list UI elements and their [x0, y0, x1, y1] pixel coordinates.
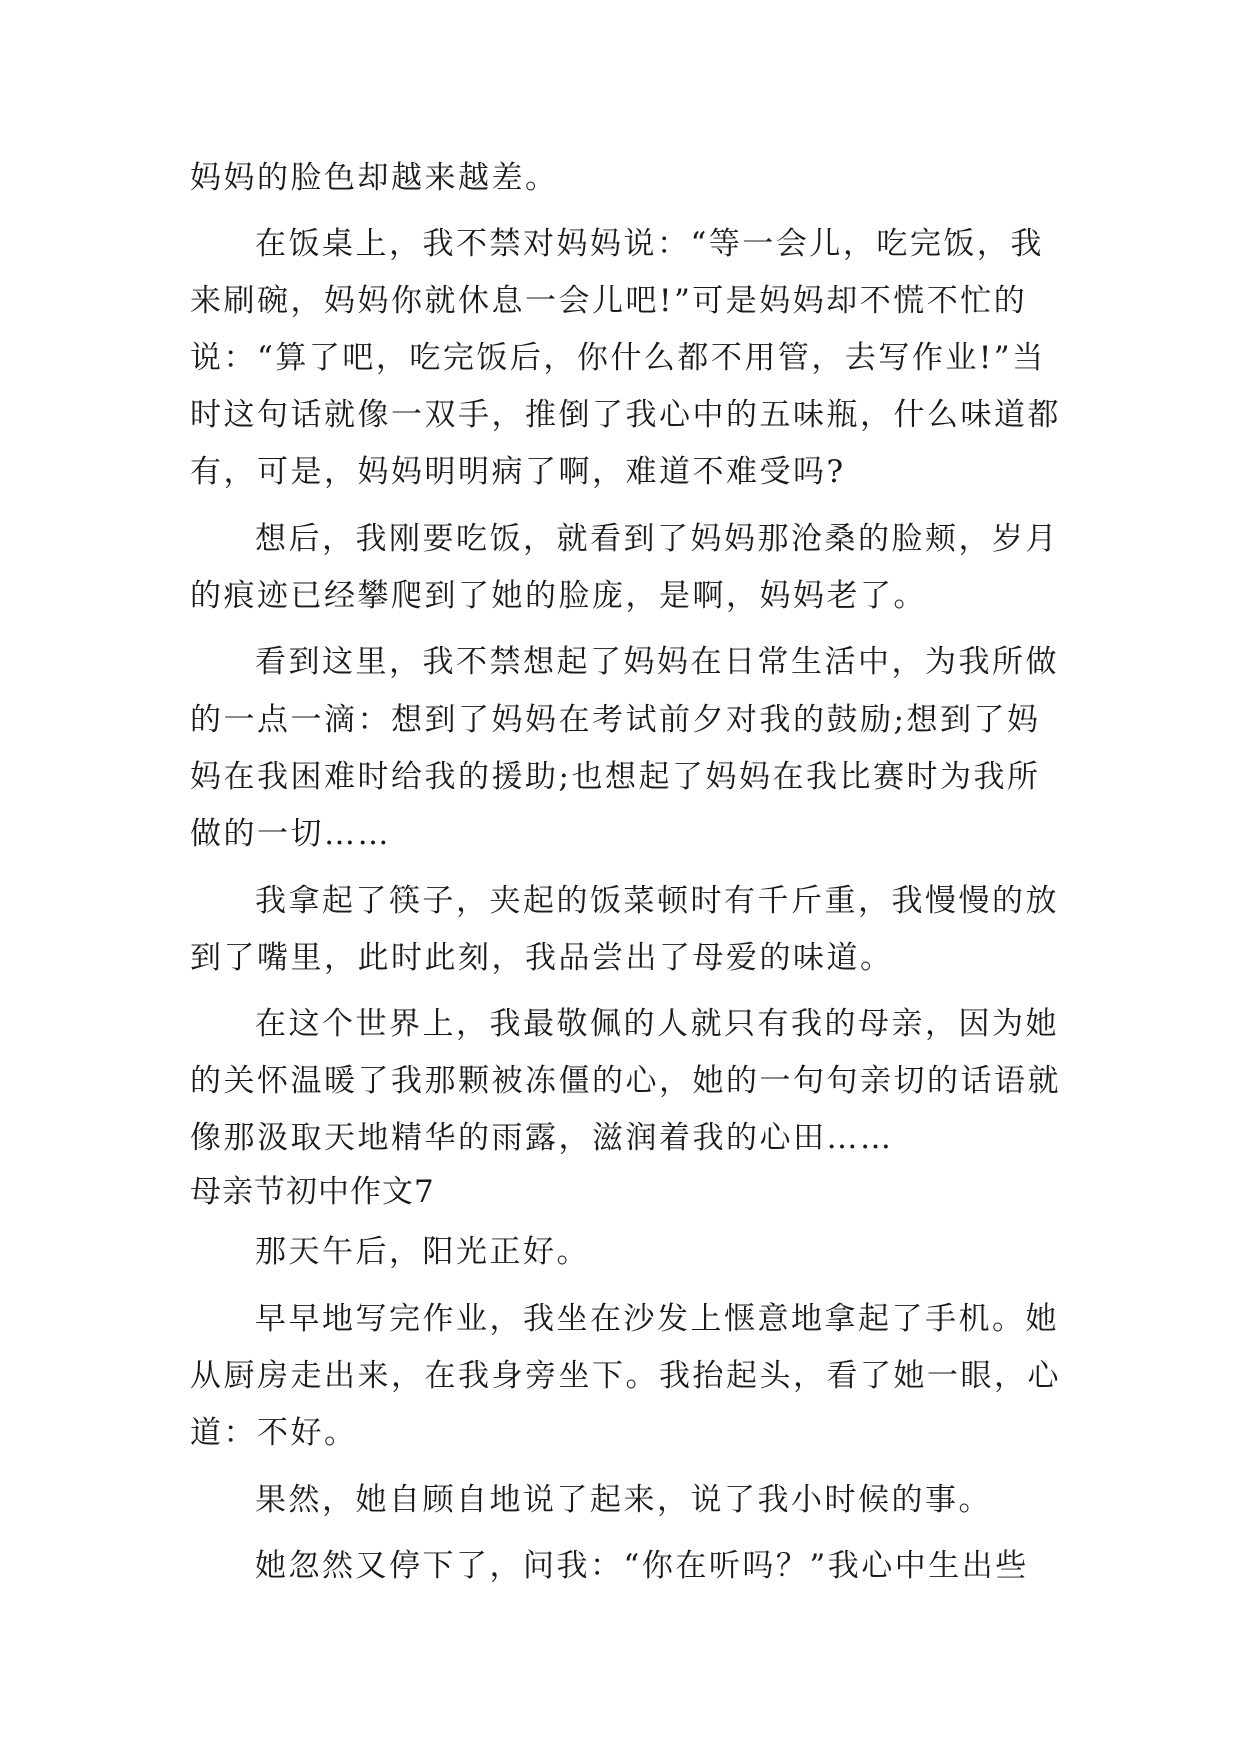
text-line: 妈在我困难时给我的援助;也想起了妈妈在我比赛时为我所: [190, 759, 1041, 795]
paragraph-first-line: 我拿起了筷子，夹起的饭菜顿时有千斤重，我慢慢的放: [255, 883, 1059, 919]
text-line: 从厨房走出来，在我身旁坐下。我抬起头，看了她一眼，心: [190, 1358, 1061, 1394]
text-line: 做的一切……: [190, 816, 391, 852]
paragraph-first-line: 在饭桌上，我不禁对妈妈说：“等一会儿，吃完饭，我: [255, 226, 1044, 262]
text-line: 道：不好。: [190, 1415, 358, 1451]
paragraph-first-line: 在这个世界上，我最敬佩的人就只有我的母亲，因为她: [255, 1006, 1059, 1042]
text-line: 的痕迹已经攀爬到了她的脸庞，是啊，妈妈老了。: [190, 578, 927, 614]
text-line: 到了嘴里，此时此刻，我品尝出了母爱的味道。: [190, 940, 894, 976]
paragraph-first-line: 她忽然又停下了，问我：“你在听吗？”我心中生出些: [255, 1548, 1029, 1584]
paragraph-first-line: 那天午后，阳光正好。: [255, 1234, 590, 1270]
text-line: 来刷碗，妈妈你就休息一会儿吧!”可是妈妈却不慌不忙的: [190, 283, 1028, 319]
text-line: 像那汲取天地精华的雨露，滋润着我的心田……: [190, 1120, 894, 1156]
text-line: 时这句话就像一双手，推倒了我心中的五味瓶，什么味道都: [190, 397, 1061, 433]
paragraph-first-line: 早早地写完作业，我坐在沙发上惬意地拿起了手机。她: [255, 1301, 1059, 1337]
section-heading: 母亲节初中作文7: [190, 1174, 435, 1210]
paragraph-first-line: 想后，我刚要吃饭，就看到了妈妈那沧桑的脸颊，岁月: [255, 521, 1059, 557]
paragraph-first-line: 看到这里，我不禁想起了妈妈在日常生活中，为我所做: [255, 644, 1059, 680]
text-line: 说：“算了吧，吃完饭后，你什么都不用管，去写作业!”当: [190, 340, 1046, 376]
text-line: 妈妈的脸色却越来越差。: [190, 160, 559, 196]
text-line: 的一点一滴：想到了妈妈在考试前夕对我的鼓励;想到了妈: [190, 702, 1041, 738]
paragraph-first-line: 果然，她自顾自地说了起来，说了我小时候的事。: [255, 1482, 992, 1518]
text-line: 有，可是，妈妈明明病了啊，难道不难受吗?: [190, 454, 846, 490]
text-line: 的关怀温暖了我那颗被冻僵的心，她的一句句亲切的话语就: [190, 1063, 1061, 1099]
